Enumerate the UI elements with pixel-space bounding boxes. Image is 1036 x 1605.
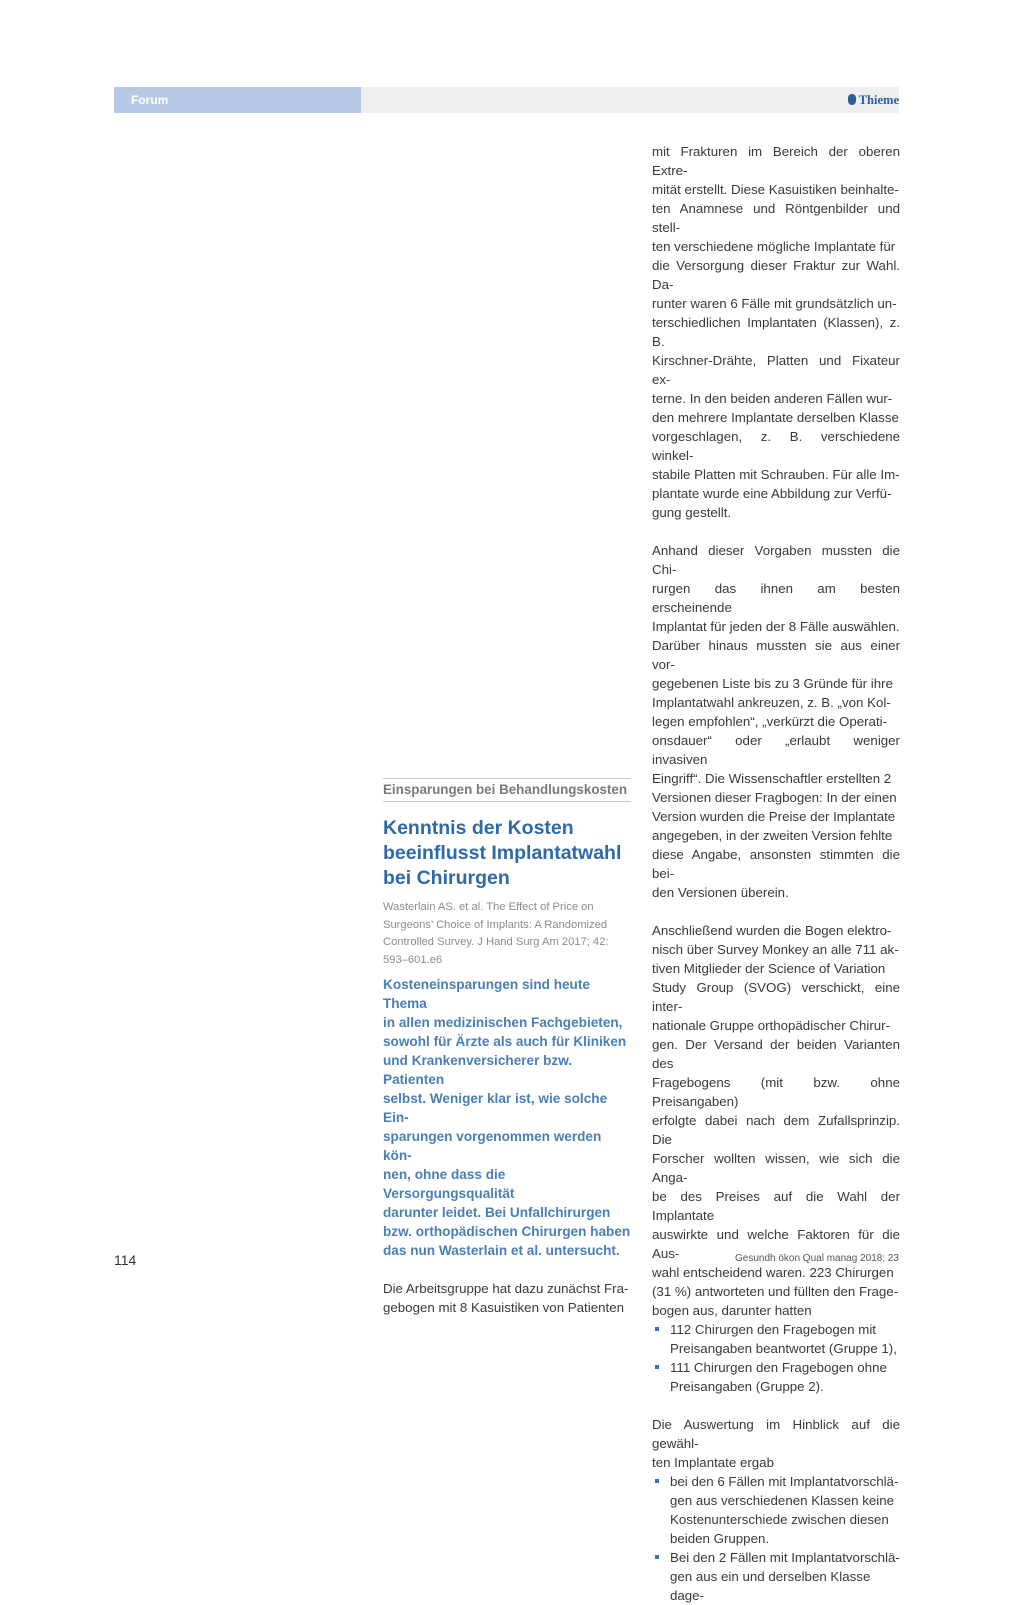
thieme-logo-icon: [848, 94, 856, 105]
list-item: 111 Chirurgen den Fragebogen ohne Preisangaben (Gruppe 2).: [652, 1358, 900, 1396]
publisher-logo: [848, 87, 899, 113]
body-paragraph: Die Auswertung im Hinblick auf die gewähl- ten Implantate ergab: [652, 1417, 900, 1470]
bullet-list: [652, 1472, 900, 1605]
article-title: [383, 816, 631, 891]
title-line: beeinflusst Implantatwahl: [383, 842, 622, 864]
list-item: 112 Chirurgen den Fragebogen mit Preisangaben beantwortet (Gruppe 1),: [652, 1320, 900, 1358]
bullet-square-icon: [655, 1555, 659, 1559]
list-item: Bei den 2 Fällen mit Implantatvorschlä- gen aus ein und derselben Klasse dage-: [652, 1548, 900, 1605]
section-label: Forum: [114, 87, 361, 113]
body-paragraph: Anhand dieser Vorgaben mussten die Chi- rurgen das ihnen am besten erscheinende Implantat für jeden der 8 Fälle auswählen. Darüber hinaus mussten sie aus einer vor- gegebenen Liste bis zu 3 Gründe für ihre Implantatwahl ankreuzen, z. B. „von Kol- legen empfohlen“, „verkürzt die Operati- onsdauer“ oder „erlaubt weniger invasiven Eingriff“. Die Wissenschaftler erstellten 2 Versionen dieser Fragbogen: In der einen Version wurden die Preise der Implantate angegeben, in der zweiten Version fehlte diese Angabe, ansonsten stimmten die bei- den Versionen überein.: [652, 543, 900, 900]
article-citation: Wasterlain AS. et al. The Effect of Price on Surgeons’ Choice of Implants: A Randomized Controlled Survey. J Hand Surg Am 2017; 42: 593–601.e6: [383, 901, 609, 966]
publisher-name: Thieme: [858, 93, 899, 107]
body-paragraph: mit Frakturen im Bereich der oberen Extre- mität erstellt. Diese Kasuistiken beinhalte- ten Anamnese und Röntgenbilder und stell- ten verschiedene mögliche Implantate für die Versorgung dieser Fraktur zur Wahl. Da- runter waren 6 Fälle mit grundsätzlich un- terschiedlichen Implantaten (Klassen), z. B. Kirschner-Drähte, Platten und Fixateur ex- terne. In den beiden anderen Fällen wur- den mehrere Implantate derselben Klasse vorgeschlagen, z. B. verschiedene winkel- stabile Platten mit Schrauben. Für alle Im- plantate wurde eine Abbildung zur Verfü- gung gestellt.: [652, 144, 900, 520]
bullet-list: [652, 1320, 900, 1396]
list-item: bei den 6 Fällen mit Implantatvorschlä- gen aus verschiedenen Klassen keine Kostenunterschiede zwischen diesen beiden Gruppen.: [652, 1472, 900, 1548]
title-line: bei Chirurgen: [383, 867, 510, 889]
page-number: 114: [114, 1252, 137, 1268]
bullet-square-icon: [655, 1327, 659, 1331]
article-lead: Kosteneinsparungen sind heute Thema in allen medizinischen Fachgebieten, sowohl für Ärzte als auch für Kliniken und Krankenversicherer bzw. Patienten selbst. Weniger klar ist, wie solche Ein- sparungen vorgenommen werden kön- nen, ohne dass die Versorgungsqualität darunter leidet. Bei Unfallchirurgen bzw. orthopädischen Chirurgen haben das nun Wasterlain et al. untersucht.: [383, 977, 631, 1258]
bullet-square-icon: [655, 1365, 659, 1369]
body-paragraph: Anschließend wurden die Bogen elektro- nisch über Survey Monkey an alle 711 ak- tiven Mitglieder der Science of Variation Study Group (SVOG) verschickt, eine inter- nationale Gruppe orthopädischer Chirur- gen. Der Versand der beiden Varianten des Fragebogens (mit bzw. ohne Preisangaben) erfolgte dabei nach dem Zufallsprinzip. Die Forscher wollten wissen, wie sich die Anga- be des Preises auf die Wahl der Implantate auswirkte und welche Faktoren für die Aus- wahl entscheidend waren. 223 Chirurgen (31 %) antworteten und füllten den Frage- bogen aus, darunter hatten: [652, 923, 900, 1318]
body-paragraph: Die Arbeitsgruppe hat dazu zunächst Fra- gebogen mit 8 Kasuistiken von Patienten: [383, 1281, 629, 1315]
article-intro-column: [383, 778, 631, 1317]
bullet-square-icon: [655, 1479, 659, 1483]
article-body-column: [652, 142, 900, 1605]
journal-citation: Gesundh ökon Qual manag 2018; 23: [734, 1253, 899, 1264]
article-kicker: Einsparungen bei Behandlungskosten: [383, 778, 631, 802]
title-line: Kenntnis der Kosten: [383, 817, 574, 839]
